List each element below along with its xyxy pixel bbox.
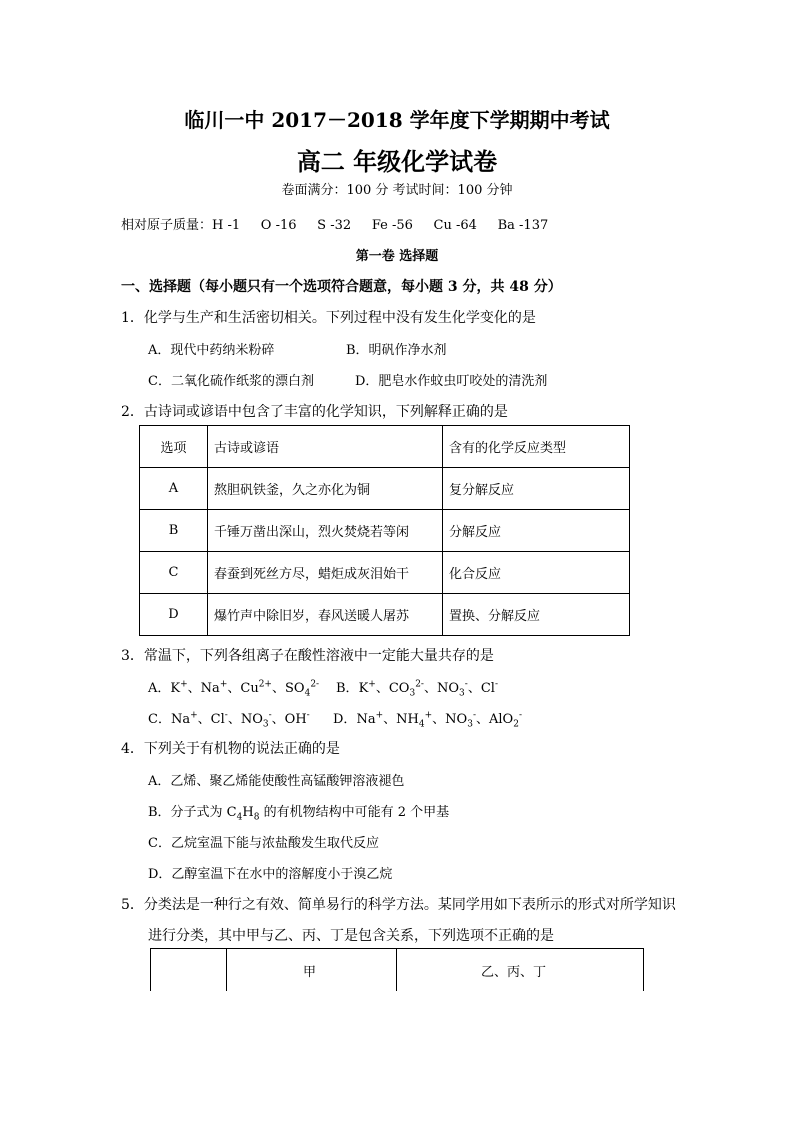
ion: Na bbox=[200, 681, 220, 696]
separator: 、 bbox=[423, 681, 437, 696]
volume-title: 第一卷 选择题 bbox=[355, 249, 439, 264]
table-cell: 爆竹声中除旧岁，春风送暖人屠苏 bbox=[208, 594, 443, 636]
table-header-cell: 含有的化学反应类型 bbox=[443, 426, 630, 468]
charge: 2- bbox=[310, 679, 320, 690]
option-label: C． bbox=[148, 712, 171, 727]
q1-option-d: D．肥皂水作蚊虫叮咬处的清洗剂 bbox=[355, 374, 548, 389]
table-header-cell: 乙、丙、丁 bbox=[481, 965, 547, 980]
charge: + bbox=[424, 710, 433, 721]
section-title: 一、选择题（每小题只有一个选项符合题意，每小题 3 分，共 48 分） bbox=[121, 279, 562, 295]
atomic-masses: 相对原子质量：H -1 O -16 S -32 Fe -56 Cu -64 Ba -137 bbox=[121, 218, 549, 233]
charge: - bbox=[306, 710, 310, 721]
separator: 、 bbox=[197, 712, 211, 727]
separator: 、 bbox=[227, 712, 241, 727]
charge: + bbox=[375, 710, 384, 721]
ion: OH bbox=[284, 712, 307, 727]
q3-option-b bbox=[336, 677, 498, 699]
q1-option-c: C．二氧化硫作纸浆的漂白剂 bbox=[148, 374, 314, 389]
separator: 、 bbox=[375, 681, 389, 696]
q4-stem: 4．下列关于有机物的说法正确的是 bbox=[121, 741, 340, 757]
q1-option-a: A．现代中药纳米粉碎 bbox=[148, 343, 275, 358]
ion: NO bbox=[445, 712, 468, 727]
q3-option-a bbox=[148, 677, 320, 699]
table-cell: 春蚕到死丝方尽，蜡炬成灰泪始干 bbox=[208, 552, 443, 594]
exam-title: 临川一中 2017－2018 学年度下学期期中考试 bbox=[184, 108, 610, 132]
table-cell: 熬胆矾铁釜，久之亦化为铜 bbox=[208, 468, 443, 510]
q5-stem-line2: 进行分类，其中甲与乙、丙、丁是包含关系，下列选项不正确的是 bbox=[148, 928, 554, 944]
separator: 、 bbox=[187, 681, 201, 696]
subscript: 3 bbox=[467, 719, 473, 730]
q2-table bbox=[139, 425, 630, 636]
ion: K bbox=[170, 681, 181, 696]
table-header-row bbox=[140, 426, 630, 468]
ion: NH bbox=[396, 712, 419, 727]
ion: CO bbox=[388, 681, 410, 696]
table-cell: B bbox=[140, 510, 208, 552]
text: H bbox=[242, 805, 254, 820]
separator: 、 bbox=[271, 712, 285, 727]
q1-stem: 1．化学与生产和生活密切相关。下列过程中没有发生化学变化的是 bbox=[121, 310, 536, 326]
ion: Cu bbox=[240, 681, 259, 696]
text: 的有机物结构中可能有 2 个甲基 bbox=[259, 805, 450, 820]
charge: - bbox=[464, 679, 468, 690]
table-divider bbox=[396, 949, 397, 991]
table-cell: C bbox=[140, 552, 208, 594]
q5-stem-line1: 5．分类法是一种行之有效、简单易行的科学方法。某同学用如下表所示的形式对所学知识 bbox=[121, 897, 676, 913]
q2-stem: 2．古诗词或谚语中包含了丰富的化学知识，下列解释正确的是 bbox=[121, 404, 508, 420]
charge: - bbox=[268, 710, 272, 721]
q3-stem: 3．常温下，下列各组离子在酸性溶液中一定能大量共存的是 bbox=[121, 648, 494, 664]
charge: - bbox=[224, 710, 228, 721]
subscript: 4 bbox=[236, 812, 243, 823]
charge: + bbox=[190, 710, 198, 721]
subscript: 3 bbox=[459, 688, 465, 699]
charge: 2+ bbox=[258, 679, 272, 690]
q3-option-c bbox=[148, 708, 310, 730]
charge: 2- bbox=[415, 679, 424, 690]
table-row bbox=[140, 594, 630, 636]
separator: 、 bbox=[475, 712, 489, 727]
table-cell: A bbox=[140, 468, 208, 510]
subscript: 3 bbox=[262, 719, 269, 730]
q5-table bbox=[150, 948, 644, 991]
q4-option-a: A．乙烯、聚乙烯能使酸性高锰酸钾溶液褪色 bbox=[148, 774, 405, 789]
q4-option-c: C．乙烷室温下能与浓盐酸发生取代反应 bbox=[148, 836, 379, 851]
charge: - bbox=[518, 710, 522, 721]
subscript: 4 bbox=[418, 719, 425, 730]
option-label: D． bbox=[333, 712, 357, 727]
table-cell: 千锤万凿出深山，烈火焚烧若等闲 bbox=[208, 510, 443, 552]
option-label: B． bbox=[336, 681, 359, 696]
exam-subtitle: 高二 年级化学试卷 bbox=[296, 147, 498, 176]
separator: 、 bbox=[467, 681, 481, 696]
ion: Na bbox=[356, 712, 376, 727]
ion: K bbox=[358, 681, 369, 696]
subscript: 3 bbox=[409, 688, 416, 699]
text: B．分子式为 C bbox=[148, 805, 237, 820]
subscript: 8 bbox=[253, 812, 260, 823]
separator: 、 bbox=[383, 712, 397, 727]
q3-option-d bbox=[333, 708, 522, 730]
table-header-cell: 古诗或谚语 bbox=[208, 426, 443, 468]
table-cell: D bbox=[140, 594, 208, 636]
table-divider bbox=[226, 949, 227, 991]
charge: + bbox=[180, 679, 188, 690]
table-cell: 化合反应 bbox=[443, 552, 630, 594]
charge: - bbox=[494, 679, 498, 690]
table-cell: 置换、分解反应 bbox=[443, 594, 630, 636]
option-label: A． bbox=[148, 681, 171, 696]
table-row bbox=[140, 468, 630, 510]
subscript: 2 bbox=[513, 719, 519, 730]
q4-option-b bbox=[148, 801, 450, 823]
subscript: 4 bbox=[304, 688, 311, 699]
ion: NO bbox=[436, 681, 460, 696]
table-cell: 分解反应 bbox=[443, 510, 630, 552]
table-row bbox=[140, 552, 630, 594]
exam-info: 卷面满分：100 分 考试时间：100 分钟 bbox=[281, 183, 513, 198]
q1-option-b: B．明矾作净水剂 bbox=[346, 343, 447, 358]
table-header-cell: 选项 bbox=[140, 426, 208, 468]
charge: + bbox=[219, 679, 228, 690]
ion: Cl bbox=[210, 712, 225, 727]
table-row bbox=[140, 510, 630, 552]
separator: 、 bbox=[271, 681, 285, 696]
q4-option-d: D．乙醇室温下在水中的溶解度小于溴乙烷 bbox=[148, 867, 393, 882]
ion: NO bbox=[240, 712, 263, 727]
ion: Na bbox=[170, 712, 191, 727]
charge: + bbox=[368, 679, 376, 690]
ion: SO bbox=[285, 681, 305, 696]
separator: 、 bbox=[432, 712, 446, 727]
ion: AlO bbox=[489, 712, 514, 727]
charge: - bbox=[472, 710, 476, 721]
table-cell: 复分解反应 bbox=[443, 468, 630, 510]
separator: 、 bbox=[227, 681, 241, 696]
table-header-cell: 甲 bbox=[303, 965, 317, 980]
ion: Cl bbox=[480, 681, 495, 696]
